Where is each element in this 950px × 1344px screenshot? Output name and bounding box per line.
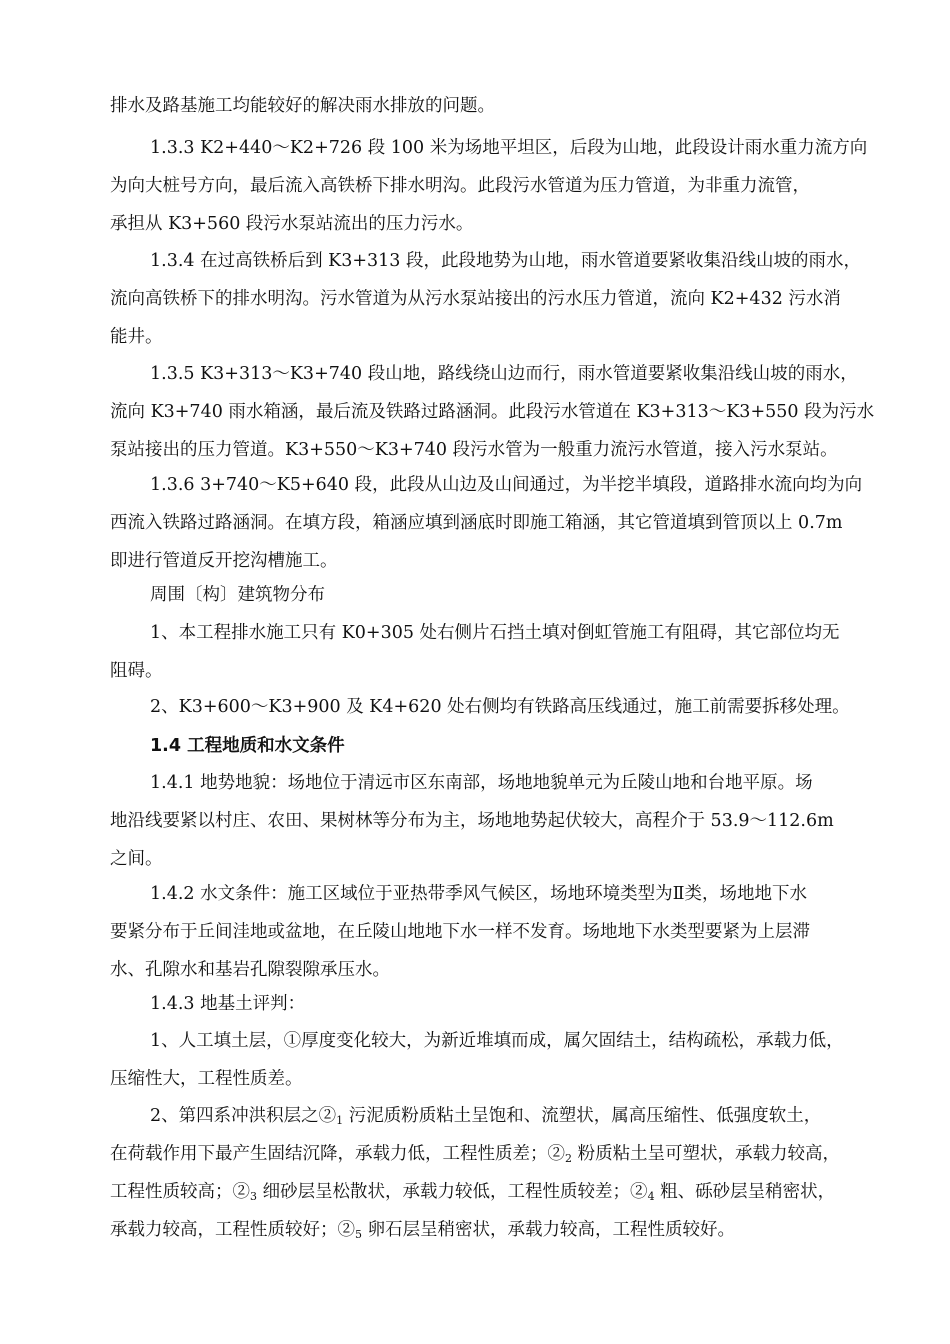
text-line: 在荷载作用下最产生固结沉降，承载力低，工程性质差；$②_2$ 粉质粘土呈可塑状，承载力较高， bbox=[110, 1144, 841, 1165]
text-line: 工程性质较高；$②_3$ 细砂层呈松散状，承载力较低，工程性质较差；$②_4$ 粗、砾砂层呈稍密状， bbox=[110, 1182, 836, 1203]
section-heading-1-4 bbox=[110, 727, 900, 765]
text-line: 水、孔隙水和基岩孔隙裂隙承压水。 bbox=[110, 960, 390, 980]
text-line: 2、K3+600～K3+900 及 K4+620 处右侧均有铁路高压线通过，施工前需要拆移处理。 bbox=[150, 697, 850, 717]
text-line: 周围〔构〕建筑物分布 bbox=[150, 585, 325, 605]
paragraph-1-4-2 bbox=[110, 875, 900, 989]
text-line: 之间。 bbox=[110, 849, 163, 869]
text-line: 排水及路基施工均能较好的解决雨水排放的问题。 bbox=[110, 96, 495, 116]
text-line: 流向 K3+740 雨水箱涵，最后流及铁路过路涵洞。此段污水管道在 K3+313～K3+550 段为污水 bbox=[110, 402, 875, 422]
text-line: 1.3.4 在过高铁桥后到 K3+313 段，此段地势为山地，雨水管道要紧收集沿线山坡的雨水， bbox=[150, 251, 861, 271]
text-line: 1.3.6 3+740～K5+640 段，此段从山边及山间通过，为半挖半填段，道路排水流向均为向 bbox=[150, 475, 863, 495]
paragraph-drainage-summary bbox=[110, 87, 900, 125]
text-line: 承担从 K3+560 段污水泵站流出的压力污水。 bbox=[110, 214, 474, 234]
text-line: 1、人工填土层，①厚度变化较大，为新近堆填而成，属欠固结土，结构疏松，承载力低， bbox=[150, 1031, 844, 1051]
section-heading-surroundings bbox=[110, 576, 900, 614]
text-line: 1.4.1 地势地貌：场地位于清远市区东南部，场地地貌单元为丘陵山地和台地平原。场 bbox=[150, 773, 813, 793]
paragraph-surroundings-1 bbox=[110, 614, 900, 690]
paragraph-1-4-1 bbox=[110, 764, 900, 878]
text-line: 承载力较高，工程性质较好；$②_5$ 卵石层呈稍密状，承载力较高，工程性质较好。 bbox=[110, 1220, 736, 1241]
paragraph-1-3-3 bbox=[110, 129, 900, 243]
text-line: 1、本工程排水施工只有 K0+305 处右侧片石挡土填对倒虹管施工有阻碍，其它部位均无 bbox=[150, 623, 840, 643]
text-line: 压缩性大，工程性质差。 bbox=[110, 1069, 303, 1089]
text-line: 1.3.3 K2+440～K2+726 段 100 米为场地平坦区，后段为山地，此段设计雨水重力流方向 bbox=[150, 138, 868, 158]
text-line: 为向大桩号方向，最后流入高铁桥下排水明沟。此段污水管道为压力管道，为非重力流管， bbox=[110, 176, 810, 196]
text-line: 泵站接出的压力管道。K3+550～K3+740 段污水管为一般重力流污水管道，接入污水泵站。 bbox=[110, 440, 838, 460]
paragraph-1-3-6 bbox=[110, 466, 900, 580]
paragraph-1-3-5 bbox=[110, 355, 900, 469]
paragraph-1-3-4 bbox=[110, 242, 900, 356]
text-line: 阻碍。 bbox=[110, 661, 163, 681]
text-line: 地沿线要紧以村庄、农田、果树林等分布为主，场地地势起伏较大，高程介于 53.9～112.6m bbox=[110, 811, 834, 831]
text-line: 流向高铁桥下的排水明沟。污水管道为从污水泵站接出的污水压力管道，流向 K2+432 污水消 bbox=[110, 289, 841, 309]
paragraph-soil-2 bbox=[110, 1097, 900, 1249]
text-line: 2、第四系冲洪积层之$②_1$ 污泥质粉质粘土呈饱和、流塑状，属高压缩性、低强度软土， bbox=[150, 1106, 822, 1127]
paragraph-1-4-3 bbox=[110, 985, 900, 1023]
text-line: 要紧分布于丘间洼地或盆地，在丘陵山地地下水一样不发育。场地地下水类型要紧为上层滞 bbox=[110, 922, 810, 942]
text-line: 1.4 工程地质和水文条件 bbox=[150, 736, 345, 756]
paragraph-surroundings-2 bbox=[110, 688, 900, 726]
text-line: 1.3.5 K3+313～K3+740 段山地，路线绕山边而行，雨水管道要紧收集沿线山坡的雨水， bbox=[150, 364, 858, 384]
text-line: 即进行管道反开挖沟槽施工。 bbox=[110, 551, 338, 571]
text-line: 1.4.3 地基土评判： bbox=[150, 994, 306, 1014]
text-line: 西流入铁路过路涵洞。在填方段，箱涵应填到涵底时即施工箱涵，其它管道填到管顶以上 0.7m bbox=[110, 513, 843, 533]
text-line: 能井。 bbox=[110, 327, 163, 347]
paragraph-soil-1 bbox=[110, 1022, 900, 1098]
text-line: 1.4.2 水文条件：施工区域位于亚热带季风气候区，场地环境类型为Ⅱ类，场地地下水 bbox=[150, 884, 807, 904]
